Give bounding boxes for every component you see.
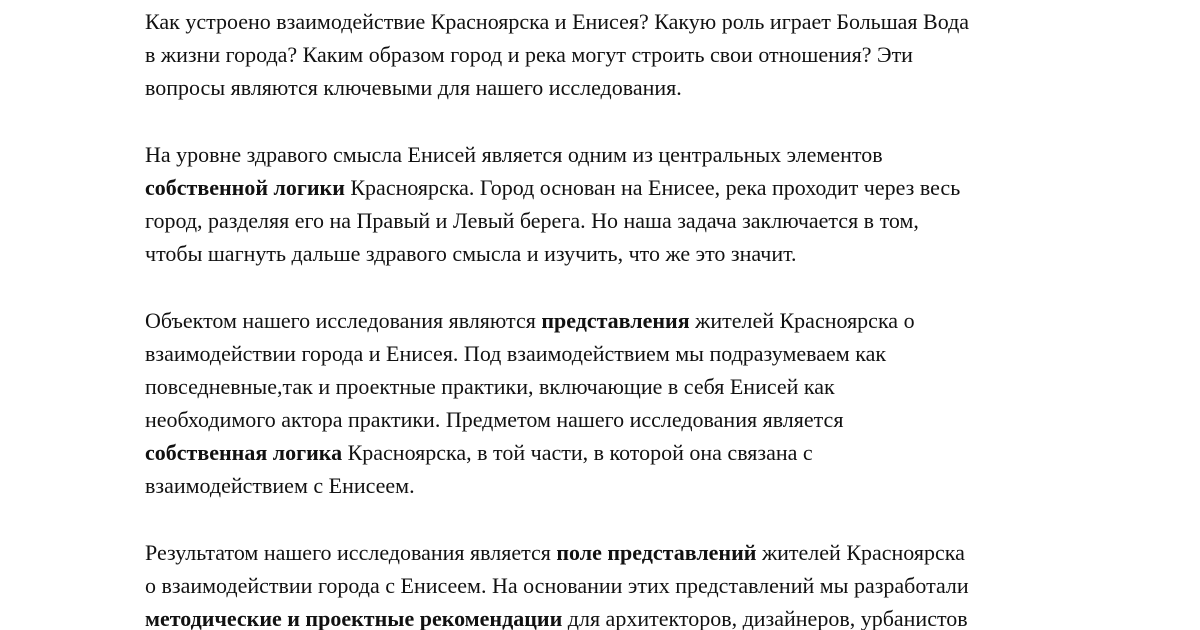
bold-term: поле представлений [556, 540, 757, 565]
text-run: в жизни города? Каким образом город и река могут строить свои отношения? Эти [145, 42, 913, 67]
paragraph-1-line-2 [145, 38, 913, 71]
text-run: взаимодействием с Енисеем. [145, 473, 415, 498]
paragraph-3-line-1 [145, 304, 915, 337]
paragraph-2-line-2 [145, 171, 960, 204]
paragraph-1-line-1 [145, 5, 969, 38]
text-run: Результатом нашего исследования является [145, 540, 557, 565]
paragraph-3-line-5 [145, 436, 813, 469]
text-run: вопросы являются ключевыми для нашего исследования. [145, 75, 682, 100]
text-run: Красноярска, в той части, в которой она связана с [342, 440, 813, 465]
text-run: На уровне здравого смысла Енисей является одним из центральных элементов [145, 142, 883, 167]
paragraph-1-line-3 [145, 71, 682, 104]
text-run: чтобы шагнуть дальше здравого смысла и изучить, что же это значит. [145, 241, 797, 266]
paragraph-2-line-1 [145, 138, 883, 171]
text-run: Объектом нашего исследования являются [145, 308, 542, 333]
bold-term: представления [541, 308, 690, 333]
paragraph-4-line-1 [145, 536, 965, 569]
text-run: жителей Красноярска о [689, 308, 915, 333]
text-run: взаимодействии города и Енисея. Под взаимодействием мы подразумеваем как [145, 341, 887, 366]
text-run: повседневные,так и проектные практики, включающие в себя Енисей как [145, 374, 835, 399]
bold-term: методические и проектные рекомендации [145, 606, 563, 630]
bold-term: собственная логика [145, 440, 343, 465]
paragraph-3-line-4 [145, 403, 843, 436]
text-run: для архитекторов, дизайнеров, урбанистов [562, 606, 968, 630]
text-run: Красноярска. Город основан на Енисее, река проходит через весь [344, 175, 961, 200]
text-run: Как устроено взаимодействие Красноярска и Енисея? Какую роль играет Большая Вода [145, 9, 970, 34]
paragraph-3-line-6 [145, 469, 415, 502]
text-run: жителей Красноярска [756, 540, 965, 565]
text-run: город, разделяя его на Правый и Левый берега. Но наша задача заключается в том, [145, 208, 919, 233]
paragraph-2-line-4 [145, 237, 797, 270]
paragraph-3-line-2 [145, 337, 886, 370]
paragraph-2-line-3 [145, 204, 919, 237]
text-run: о взаимодействии города с Енисеем. На основании этих представлений мы разработали [145, 573, 969, 598]
paragraph-4-line-3 [145, 602, 968, 630]
paragraph-4-line-2 [145, 569, 969, 602]
bold-term: собственной логики [145, 175, 345, 200]
text-run: необходимого актора практики. Предметом нашего исследования является [145, 407, 844, 432]
paragraph-3-line-3 [145, 370, 835, 403]
